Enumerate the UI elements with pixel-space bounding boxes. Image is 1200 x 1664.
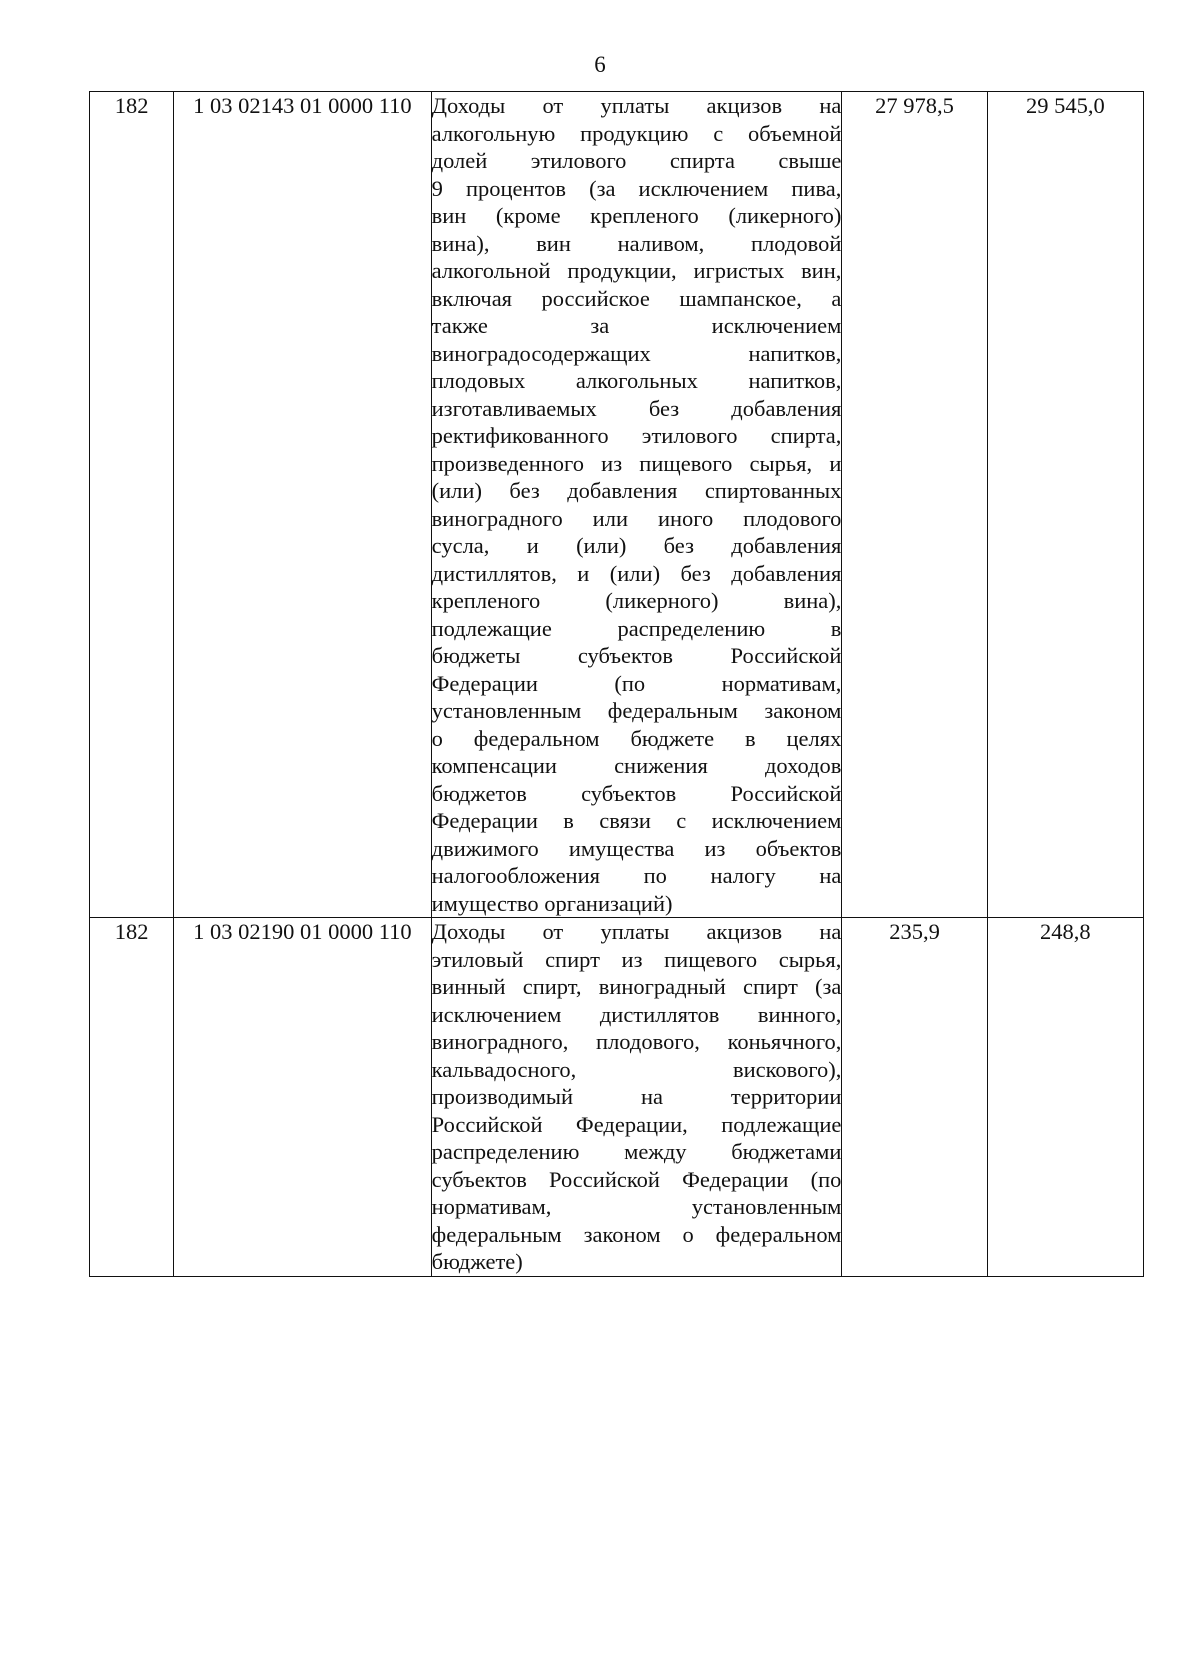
- word: вискового),: [732, 1056, 842, 1082]
- word: сырья,: [778, 946, 842, 972]
- word: ректификованного: [431, 423, 609, 448]
- description-line: [432, 92, 842, 120]
- word: установленным: [431, 698, 582, 723]
- word: плодовой: [751, 230, 842, 256]
- description-line: [432, 340, 842, 368]
- word: Российской: [431, 1111, 543, 1137]
- word: (по: [810, 1166, 842, 1192]
- word: (ликерного): [605, 588, 719, 613]
- description-line: [432, 807, 842, 835]
- word: нормативам,: [721, 670, 842, 696]
- description-cell: [431, 92, 842, 918]
- word: в: [563, 808, 574, 833]
- description-line: [432, 450, 842, 478]
- description-line: [432, 946, 842, 974]
- word: объемной: [748, 120, 842, 146]
- description-line: [432, 422, 842, 450]
- word: по: [643, 863, 667, 888]
- description-line: [432, 477, 842, 505]
- word: алкогольной: [431, 258, 551, 283]
- word: (по: [614, 670, 646, 696]
- description-line: [432, 257, 842, 285]
- word: спиртованных: [704, 478, 842, 503]
- word: сырья,: [749, 450, 813, 476]
- word: Российской: [549, 1166, 660, 1192]
- word: компенсации: [431, 753, 557, 778]
- word: из: [621, 946, 643, 972]
- word: спирт,: [522, 974, 582, 999]
- word: Российской: [730, 643, 842, 668]
- description-line: [432, 367, 842, 395]
- word: (ликерного): [728, 203, 842, 228]
- word: законом: [583, 1221, 661, 1247]
- description-line: [432, 1138, 842, 1166]
- word: Федерации: [431, 670, 538, 696]
- word: коньячного,: [727, 1029, 842, 1054]
- description-line: [432, 1248, 842, 1276]
- word: российское: [541, 285, 650, 311]
- description-line: [432, 395, 842, 423]
- budget-code-cell: 1 03 02190 01 0000 110: [174, 918, 431, 1277]
- table-body: [90, 92, 1144, 1277]
- word: налогу: [710, 863, 776, 888]
- description-line: [432, 230, 842, 258]
- description-line: [432, 1083, 842, 1111]
- description-line: [432, 147, 842, 175]
- word: спирт: [742, 974, 798, 999]
- word: пищевого: [664, 946, 758, 972]
- word: без: [648, 395, 680, 421]
- word: нормативам,: [431, 1194, 552, 1219]
- description-line: [432, 918, 842, 946]
- word: Российской: [730, 780, 842, 806]
- word: плодового,: [596, 1029, 700, 1054]
- word: пива,: [791, 175, 842, 201]
- word: бюджете): [431, 1249, 523, 1274]
- word: между: [624, 1139, 687, 1164]
- word: исключением: [431, 1001, 562, 1027]
- word: (за: [589, 175, 616, 201]
- page-number: 6: [594, 52, 606, 77]
- word: в: [744, 725, 756, 751]
- description-cell: [431, 918, 842, 1277]
- description-line: [432, 862, 842, 890]
- word: субъектов: [577, 643, 674, 668]
- description-line: [432, 175, 842, 203]
- description-line: [432, 532, 842, 560]
- word: и: [829, 450, 842, 476]
- word: этилового: [641, 423, 738, 448]
- word: добавления: [731, 395, 842, 421]
- word: вин: [431, 203, 467, 228]
- word: (или): [576, 533, 627, 558]
- word: бюджеты: [431, 643, 521, 668]
- word: акцизов: [706, 93, 783, 118]
- description-line: [432, 120, 842, 148]
- word: федеральным: [431, 1221, 562, 1247]
- word: доходов: [764, 753, 842, 778]
- word: долей: [431, 148, 488, 173]
- word: федеральном: [715, 1221, 842, 1247]
- description-line: [432, 1028, 842, 1056]
- word: бюджетов: [431, 780, 527, 806]
- word: подлежащие: [431, 615, 552, 641]
- word: вина),: [783, 588, 842, 613]
- word: субъектов: [431, 1166, 527, 1192]
- word: имущество: [431, 890, 545, 916]
- word: федеральном: [473, 725, 600, 751]
- word: также: [431, 313, 488, 338]
- word: крепленого: [431, 588, 541, 613]
- word: на: [640, 1084, 664, 1109]
- word: спирта,: [770, 423, 842, 448]
- word: связи: [599, 808, 651, 833]
- word: продукции,: [567, 258, 677, 283]
- word: за: [590, 313, 610, 338]
- word: установленным: [691, 1194, 842, 1219]
- word: о: [431, 725, 443, 751]
- word: законом: [764, 698, 842, 723]
- word: винного,: [757, 1001, 842, 1027]
- word: или: [592, 505, 628, 531]
- word: без: [663, 533, 694, 558]
- table-row: [90, 918, 1144, 1277]
- word: на: [819, 93, 842, 118]
- word: продукцию: [580, 120, 689, 146]
- org-code-cell: 182: [90, 918, 174, 1277]
- word: имущества: [568, 835, 675, 861]
- description-line: [432, 1056, 842, 1084]
- word: организаций): [544, 890, 673, 916]
- word: распределению: [431, 1139, 580, 1164]
- value-cell-1: 235,9: [842, 918, 987, 1277]
- value-cell-1: 27 978,5: [842, 92, 987, 918]
- description-line: [432, 1166, 842, 1194]
- word: с: [676, 808, 687, 833]
- word: винный: [431, 974, 506, 999]
- word: снижения: [614, 753, 708, 778]
- word: вина),: [431, 230, 490, 256]
- word: с: [713, 120, 724, 146]
- word: кальвадосного,: [431, 1056, 577, 1082]
- word: от: [542, 93, 564, 118]
- value-cell-2: 248,8: [987, 918, 1143, 1277]
- value-cell-2: 29 545,0: [987, 92, 1143, 918]
- word: 9: [431, 175, 443, 201]
- description-line: [432, 1111, 842, 1139]
- word: на: [819, 919, 842, 944]
- description-line: [432, 615, 842, 643]
- budget-code-cell: 1 03 02143 01 0000 110: [174, 92, 431, 918]
- word: производимый: [431, 1084, 574, 1109]
- word: в: [830, 615, 842, 641]
- word: и: [526, 533, 539, 558]
- word: (за: [815, 974, 842, 999]
- org-code-cell: 182: [90, 92, 174, 918]
- word: виноградного,: [431, 1029, 569, 1054]
- word: подлежащие: [721, 1111, 842, 1137]
- word: дистиллятов: [599, 1001, 720, 1027]
- word: уплаты: [600, 919, 670, 944]
- description-line: [432, 560, 842, 588]
- table-row: [90, 92, 1144, 918]
- word: налогообложения: [431, 863, 600, 888]
- word: Федерации,: [575, 1111, 688, 1137]
- word: этиловый: [431, 946, 524, 972]
- word: бюджетами: [731, 1139, 842, 1164]
- word: пищевого: [639, 450, 733, 476]
- word: исключением: [711, 808, 842, 833]
- word: распределению: [617, 615, 766, 641]
- word: свыше: [778, 148, 842, 173]
- description-line: [432, 780, 842, 808]
- word: алкогольных: [575, 368, 698, 393]
- word: наливом,: [617, 230, 705, 256]
- word: (или): [431, 478, 482, 503]
- word: а: [831, 285, 842, 311]
- description-line: [432, 312, 842, 340]
- word: произведенного: [431, 450, 584, 476]
- word: напитков,: [748, 340, 842, 366]
- word: Доходы: [431, 919, 506, 944]
- word: бюджете: [630, 725, 715, 751]
- word: спирта: [669, 148, 735, 173]
- word: спирт: [545, 946, 600, 972]
- description-line: [432, 670, 842, 698]
- description-line: [432, 505, 842, 533]
- word: (или): [609, 560, 661, 586]
- word: о: [682, 1221, 694, 1247]
- description-line: [432, 725, 842, 753]
- word: территории: [730, 1084, 842, 1109]
- word: целях: [786, 725, 842, 751]
- word: уплаты: [600, 93, 670, 118]
- word: исключением: [711, 313, 842, 338]
- word: напитков,: [748, 368, 842, 393]
- word: добавления: [731, 560, 842, 586]
- description-line: [432, 587, 842, 615]
- word: виноградного: [431, 505, 563, 531]
- word: из: [601, 450, 623, 476]
- description-line: [432, 835, 842, 863]
- budget-revenue-table: [89, 91, 1144, 1277]
- word: алкогольную: [431, 120, 556, 146]
- description-line: [432, 890, 842, 918]
- description-line: [432, 752, 842, 780]
- word: без: [509, 478, 540, 503]
- word: из: [704, 835, 726, 861]
- word: акцизов: [706, 919, 783, 944]
- description-line: [432, 973, 842, 1001]
- description-line: [432, 202, 842, 230]
- word: субъектов: [581, 780, 677, 806]
- word: (кроме: [495, 203, 561, 228]
- word: федеральным: [607, 698, 738, 723]
- word: вин,: [801, 258, 842, 283]
- word: этилового: [530, 148, 627, 173]
- description-line: [432, 1001, 842, 1029]
- word: дистиллятов,: [431, 560, 557, 586]
- word: и: [577, 560, 590, 586]
- word: на: [819, 863, 842, 888]
- word: изготавливаемых: [431, 395, 597, 421]
- word: вин: [536, 230, 571, 256]
- word: исключением: [638, 175, 769, 201]
- description-line: [432, 1221, 842, 1249]
- description-line: [432, 1193, 842, 1221]
- description-line: [432, 285, 842, 313]
- word: объектов: [755, 835, 842, 861]
- word: включая: [431, 285, 513, 311]
- word: шампанское,: [679, 285, 802, 311]
- word: виноградный: [598, 974, 726, 999]
- word: иного: [657, 505, 714, 531]
- word: без: [680, 560, 711, 586]
- word: движимого: [431, 835, 539, 861]
- word: добавления: [731, 533, 842, 558]
- word: плодового: [743, 505, 842, 531]
- description-line: [432, 697, 842, 725]
- description-line: [432, 642, 842, 670]
- word: Федерации: [431, 808, 538, 833]
- word: Федерации: [682, 1166, 789, 1192]
- word: виноградосодержащих: [431, 340, 651, 366]
- word: процентов: [465, 175, 566, 201]
- word: плодовых: [431, 368, 526, 393]
- word: игристых: [693, 258, 785, 283]
- word: от: [542, 919, 564, 944]
- word: добавления: [567, 478, 678, 503]
- word: Доходы: [431, 93, 506, 118]
- word: сусла,: [431, 533, 490, 558]
- word: крепленого: [590, 203, 699, 228]
